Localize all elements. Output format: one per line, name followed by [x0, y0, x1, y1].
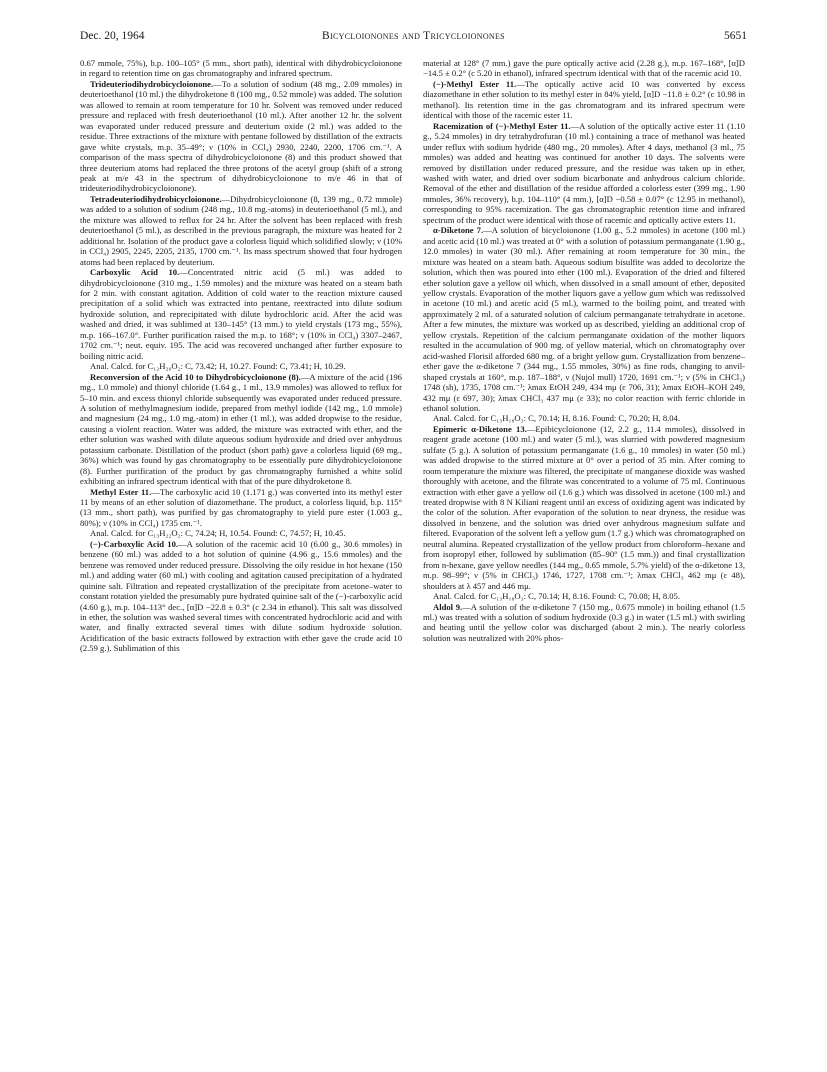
paragraph: 0.67 mmole, 75%), b.p. 100–105° (5 mm., short path), identical with dihydrobicycloionone in regard to retention time on gas chromatography and infrared spectrum. [80, 58, 402, 79]
paragraph: Methyl Ester 11.—The carboxylic acid 10 (1.171 g.) was converted into its methyl ester 11 by means of an ether solution of diazomethane. The product, a colorless liquid, b.p. 115° (13 mm., short path), was purified by gas chromatography to yield pure ester (1.003 g., 80%); ν (10% in CCl₄) 1735 cm.⁻¹. [80, 486, 403, 528]
paragraph: Reconversion of the Acid 10 to Dihydrobicycloionone (8).—A mixture of the acid (196 mg., 1.0 mmole) and thionyl chloride (1.64 g., 1 ml., 13.9 mmoles) was allowed to reflux for 5–10 min. and excess thionyl chloride subsequently was evaporated under reduced pressure. A solution of methylmagnesium iodide, prepared from methyl iodide (142 mg., 1.0 mmole) and magnesium (24 mg., 1.0 mg.-atom) in ether (1 ml.), was added dropwise to the residue, causing a violent reaction. Water was added, the mixture was extracted with ether, and the ether solution was washed with dilute aqueous sodium hydroxide and dried over anhydrous potassium carbonate. Distillation of the product (short path) gave a colorless liquid (69 mg., 36%) which was found by gas chromatography to be essentially pure dihydrobicycloionone (8). Further purification of the product by gas chromatography furnished a white solid exhibiting an infrared spectrum identical with that of the pure dihydroketone 8. [80, 371, 402, 487]
paragraph: material at 128° (7 mm.) gave the pure optically active acid (2.28 g.), m.p. 167–168°, [α]D −14.5 ± 0.2° (c 5.20 in ethanol), infrared spectrum identical with that of the racemic acid 10. [423, 58, 745, 79]
paragraph: Carboxylic Acid 10.—Concentrated nitric acid (5 ml.) was added to dihydrobicycloionone (310 mg., 1.59 mmoles) and the mixture was heated on a steam bath for 2 min. with constant agitation. Addition of cold water to the reaction mixture caused precipitation of a solid which was extracted into pentane, reextracted into dilute sodium hydroxide solution, and reprecipitated with dilute hydrochloric acid. After the acid was washed and dried, it was sublimed at 130–145° (13 mm.) to yield crystals (173 mg., 55%), m.p. 166–167.0°. Further purification raised the m.p. to 168°; ν (10% in CCl₄) 3307–2467, 1702 cm.⁻¹; neut. equiv. 195. The acid was recovered unchanged after further exposure to boiling nitric acid. [80, 267, 402, 361]
section-heading: Methyl Ester 11. [90, 486, 152, 497]
paragraph: Racemization of (−)-Methyl Ester 11.—A solution of the optically active ester 11 (1.10 g., 5.24 mmoles) in dry tetrahydrofuran (10 ml.) containing a trace of methanol was heated under reflux with sodium hydride (480 mg., 20 mmoles). After 4 days, methanol (3 ml., 75 mmoles) was added and heating was continued for another 10 days. The solvents were removed by distillation under reduced pressure, and the residue was taken up in ether, washed with water, and dried over sodium bicarbonate and anhydrous calcium chloride. Removal of the ether and distillation of the residue afforded a colorless ester (399 mg., 1.90 mmoles, 36% recovery), b.p. 104–110° (4 mm.), [α]D −0.58 ± 0.07° (c 12.95 in methanol), corresponding to 95% racemization. The gas chromatographic retention time and infrared spectrum of the product were identical with those of racemic and optically active esters 11. [423, 120, 745, 225]
running-title: Bicycloionones and Tricycloionones [322, 30, 505, 42]
analysis-line: Anal. Calcd. for C₁₃H₁₈O₃: C, 70.14; H, 8.16. Found: C, 70.08; H, 8.05. [433, 591, 681, 602]
section-heading: Carboxylic Acid 10. [90, 267, 180, 278]
analysis-line: Anal. Calcd. for C₁₂H₂₀O₂: C, 73.42; H, 10.27. Found: C, 73.41; H, 10.29. [90, 361, 346, 372]
section-heading: Trideuteriodihydrobicycloionone. [90, 78, 214, 89]
paragraph: (−)-Methyl Ester 11.—The optically active acid 10 was converted by excess diazomethane in ether solution to its methyl ester in 84% yield, [α]D −11.8 ± 0.2° (c 10.98 in methanol). Its retention time in the gas chromatogram and its infrared spectrum were identical with those of the racemic ester 11. [423, 78, 745, 121]
section-heading: Racemization of (−)-Methyl Ester 11. [433, 120, 571, 131]
section-heading: (−)-Carboxylic Acid 10. [90, 538, 179, 549]
section-heading: α-Diketone 7. [433, 225, 484, 236]
page-header [80, 30, 747, 48]
analysis-line: Anal. Calcd. for C₁₃H₁₈O₃: C, 70.14; H, 8.16. Found: C, 70.20; H, 8.04. [433, 413, 681, 424]
right-column [423, 58, 745, 643]
analysis-line: Anal. Calcd. for C₁₃H₂₂O₂: C, 74.24; H, 10.54. Found: C, 74.57; H, 10.45. [90, 528, 346, 539]
section-heading: (−)-Methyl Ester 11. [433, 78, 517, 89]
section-heading: Aldol 9. [433, 601, 463, 612]
paragraph: Epimeric α-Diketone 13.—Epibicycloionone (12, 2.2 g., 11.4 mmoles), dissolved in reagent grade acetone (100 ml.) and water (5 ml.), was slurried with powdered magnesium sulfate (5 g.). A solution of potassium permanganate (1.6 g., 10 mmoles) in water (50 ml.) was added dropwise to the stirred mixture at 0° over a period of 35 min. After coming to room temperature the mixture was filtered, the precipitate of manganese dioxide was washed thoroughly with acetone, and the filtrate was concentrated to a volume of 75 ml. Continuous extraction with ether gave a yellow oil (1.6 g.) which was dissolved in acetone (100 ml.) and treated dropwise with 8 N Kiliani reagent until an excess of oxidizing agent was indicated by the color of the solution. After evaporation of the solution to near dryness, the residue was dissolved in benzene, and the solution was dried over anhydrous magnesium sulfate and filtered. Evaporation of the solvent left a yellow gum (1.7 g.) which was chromatographed on neutral alumina. Repeated crystallization of the yellow product from chloroform–hexane and from isopropyl ether, followed by sublimation (85–90° (1.5 mm.)) and final crystallization from n-hexane, gave yellow needles (144 mg., 0.65 mmole, 5.7% yield) of the α-diketone 13, m.p. 98–99°; ν (5% in CHCl₃) 1746, 1727, 1708 cm.⁻¹; λmax CHCl₃ 462 mμ (ε 48), shoulders at λ 457 and 446 mμ. [423, 423, 745, 591]
paragraph: Tetradeuteriodihydrobicycloionone.—Dihydrobicycloionone (8, 139 mg., 0.72 mmole) was added to a solution of sodium (248 mg., 10.8 mg.-atoms) in deuterioethanol (5 ml.), and the mixture was allowed to reflux for 24 hr. After the solvent has been replaced with fresh deuterioethanol (5 ml.), as described in the previous paragraph, the mixture was heated for 2 additional hr. Isolation of the product gave a colorless liquid which solidified slowly; ν (10% in CCl₄) 2905, 2245, 2205, 2135, 1700 cm.⁻¹. Its mass spectrum showed that four hydrogen atoms had been replaced by deuterium. [80, 193, 402, 267]
journal-date: Dec. 20, 1964 [80, 30, 145, 42]
left-column [80, 58, 402, 654]
section-heading: Tetradeuteriodihydrobicycloionone. [90, 193, 222, 204]
paragraph: (−)-Carboxylic Acid 10.—A solution of the racemic acid 10 (6.00 g., 30.6 mmoles) in benzene (60 ml.) was added to a hot solution of quinine (4.96 g., 15.6 mmoles) and the benzene was removed under reduced pressure. Dissolving the oily residue in hot hexane (150 ml.) and adding water (60 ml.) with cooling and agitation caused precipitation of a hydrated quinine salt. Filtration and repeated crystallization of the precipitate from acetone–water to constant rotation yielded the presumably pure hydrated quinine salt of the (−)-carboxylic acid (4.60 g.), m.p. 104–113° dec., [α]D −22.8 ± 0.3° (c 2.34 in ethanol). This salt was dissolved in ether, the solution was washed several times with concentrated hydrochloric acid and with water, and finally extracted several times with dilute sodium hydroxide solution. Acidification of the basic extracts followed by extraction with ether gave the crude acid 10 (2.59 g.). Sublimation of this [80, 538, 403, 654]
page-number: 5651 [724, 30, 747, 42]
section-heading: Epimeric α-Diketone 13. [433, 423, 527, 434]
paragraph: α-Diketone 7.—A solution of bicycloionone (1.00 g., 5.2 mmoles) in acetone (100 ml.) and acetic acid (10 ml.) was treated at 0° with a solution of potassium permanganate (1.90 g., 12.0 mmoles) in water (30 ml.). After remaining at room temperature for 30 min., the mixture was heated on a steam bath. Aqueous sodium bisulfite was added to decolorize the solution, which then was poured into ether (100 ml.). Evaporation of the dried and filtered ether solution gave a yellow oil which, when dissolved in a small amount of ether, deposited yellow crystals. Evaporation of the mother liquors gave a yellow gum which was redissolved in acetone (10 ml.) and acetic acid (5 ml.), warmed to the boiling point, and treated with approximately 2 ml. of a saturated solution of calcium permanganate tetrahydrate in acetone. After a few minutes, the mixture was worked up as described, yielding an additional crop of yellow crystals. Repetition of the calcium permanganate oxidation of the mother liquors resulted in the accumulation of 900 mg. of yellow material, which on chromatography over acid-washed Florisil afforded 680 mg. of a bright yellow gum. Crystallization from benzene–ether gave the α-diketone 7 (344 mg., 1.55 mmoles, 30%) as fine rods, changing to anvil-shaped crystals at 160°, m.p. 187–188°, ν (Nujol mull) 1720, 1691 cm.⁻¹; ν (5% in CHCl₃) 1748 (sh), 1735, 1708 cm.⁻¹; λmax EtOH 249, 434 mμ (ε 706, 31); λmax EtOH–KOH 249, 432 mμ (ε 697, 30); λmax CHCl₃ 437 mμ (ε 33); no color reaction with ferric chloride in ethanol solution. [423, 225, 745, 413]
paragraph: Trideuteriodihydrobicycloionone.—To a solution of sodium (48 mg., 2.09 mmoles) in deuterioethanol (10 ml.) the dihydroketone 8 (100 mg., 0.52 mmole) was added. The solution was allowed to remain at room temperature for 10 hr. Solvent was removed under reduced pressure and replaced with fresh deuterioethanol (10 ml.). After another 12 hr. the solvent was evaporated under reduced pressure and deuterium oxide (2 ml.) was added to the residue. Three extractions of the mixture with pentane followed by distillation of the extracts gave white crystals, m.p. 35–49°; ν (10% in CCl₄) 2930, 2240, 2200, 1706 cm.⁻¹. A comparison of the mass spectra of dihydrobicycloionone (8) and this product showed that three deuterium atoms had replaced the three protons of the acetyl group (shift of a strong peak at m/e 43 in the spectrum of dihydrobicycloionone to m/e 46 in that of trideuteriodihydrobicycloionone). [80, 78, 402, 194]
paragraph: Aldol 9.—A solution of the α-diketone 7 (150 mg., 0.675 mmole) in boiling ethanol (1.5 ml.) was treated with a solution of sodium hydroxide (0.3 g.) in water (1.5 ml.) with swirling and heating until the yellow color was discharged (about 2 min.). The nearly colorless solution was neutralized with 20% phos- [423, 601, 745, 643]
section-heading: Reconversion of the Acid 10 to Dihydrobicycloionone (8). [90, 371, 301, 382]
